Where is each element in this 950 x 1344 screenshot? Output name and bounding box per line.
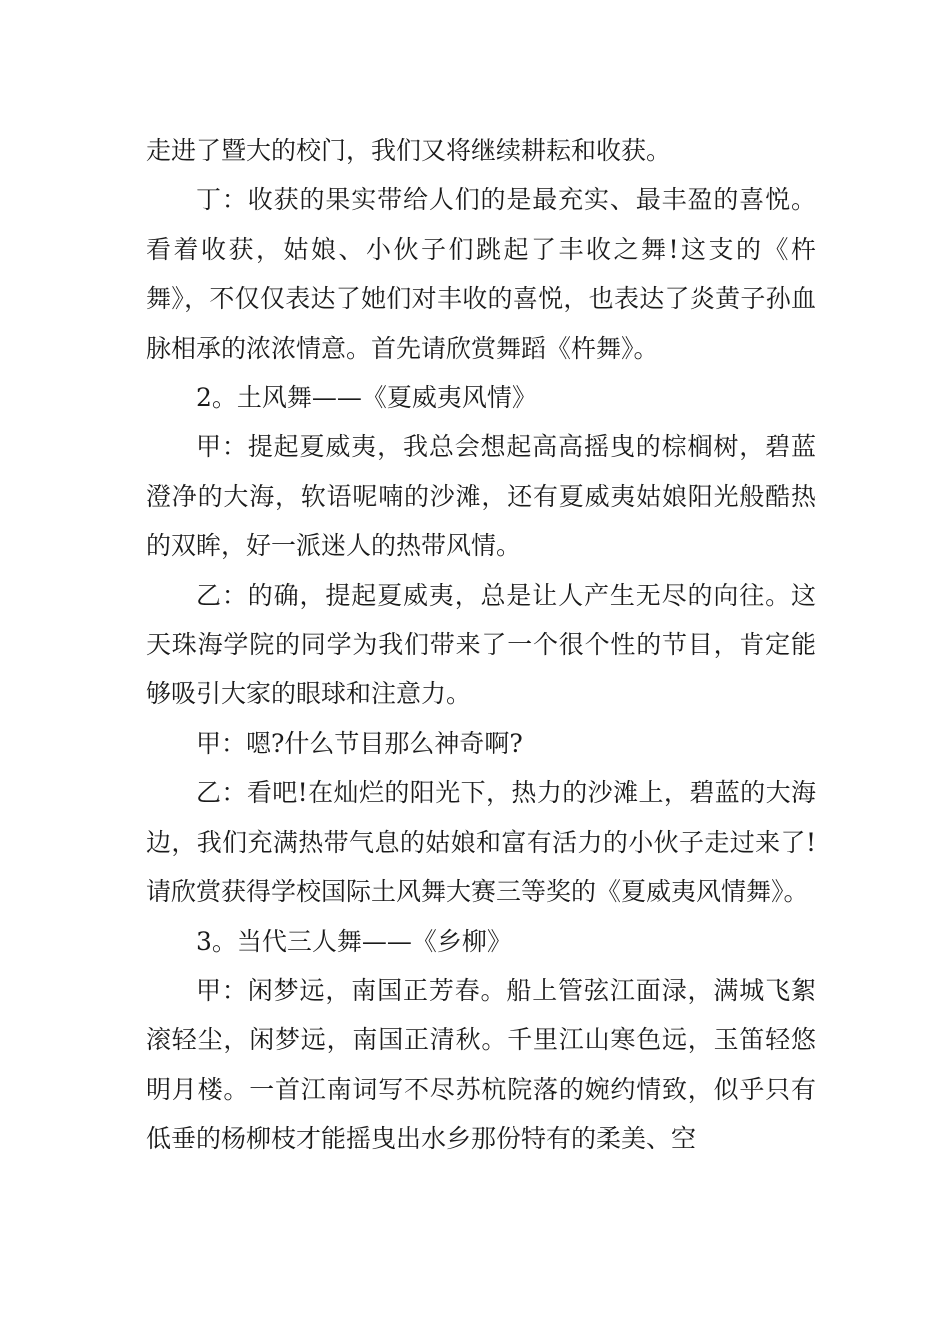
- paragraph-ding-intro: 丁：收获的果实带给人们的是最充实、最丰盈的喜悦。看着收获，姑娘、小伙子们跳起了丰收之舞!这支的《杵舞》，不仅仅表达了她们对丰收的喜悦，也表达了炎黄子孙血脉相承的浓浓情意。首先请欣赏舞蹈《杵舞》。: [146, 185, 816, 363]
- paragraph-jia-xiangliu: 甲：闲梦远，南国正芳春。船上管弦江面渌，满城飞絮滚轻尘，闲梦远，南国正清秋。千里江山寒色远，玉笛轻悠明月楼。一首江南词写不尽苏杭院落的婉约情致，似乎只有低垂的杨柳枝才能摇曳出水乡那份特有的柔美、空: [146, 975, 816, 1154]
- paragraph-jia-question: 甲：嗯?什么节目那么神奇啊?: [196, 728, 523, 758]
- paragraph-yi-hawaii: 乙：的确，提起夏威夷，总是让人产生无尽的向往。这天珠海学院的同学为我们带来了一个很个性的节目，肯定能够吸引大家的眼球和注意力。: [146, 580, 816, 709]
- document-body: [146, 126, 816, 1164]
- paragraph-yi-introduce: 乙：看吧!在灿烂的阳光下，热力的沙滩上，碧蓝的大海边，我们充满热带气息的姑娘和富有活力的小伙子走过来了!请欣赏获得学校国际土风舞大赛三等奖的《夏威夷风情舞》。: [146, 778, 816, 907]
- paragraph-continued: 走进了暨大的校门，我们又将继续耕耘和收获。: [146, 136, 672, 165]
- section-heading-xiangliu: 3。当代三人舞——《乡柳》: [196, 926, 512, 956]
- paragraph-jia-hawaii: 甲：提起夏威夷，我总会想起高高摇曳的棕榈树，碧蓝澄净的大海，软语呢喃的沙滩，还有夏威夷姑娘阳光般酷热的双眸，好一派迷人的热带风情。: [146, 432, 816, 561]
- section-heading-hawaii: 2。土风舞——《夏威夷风情》: [196, 383, 537, 413]
